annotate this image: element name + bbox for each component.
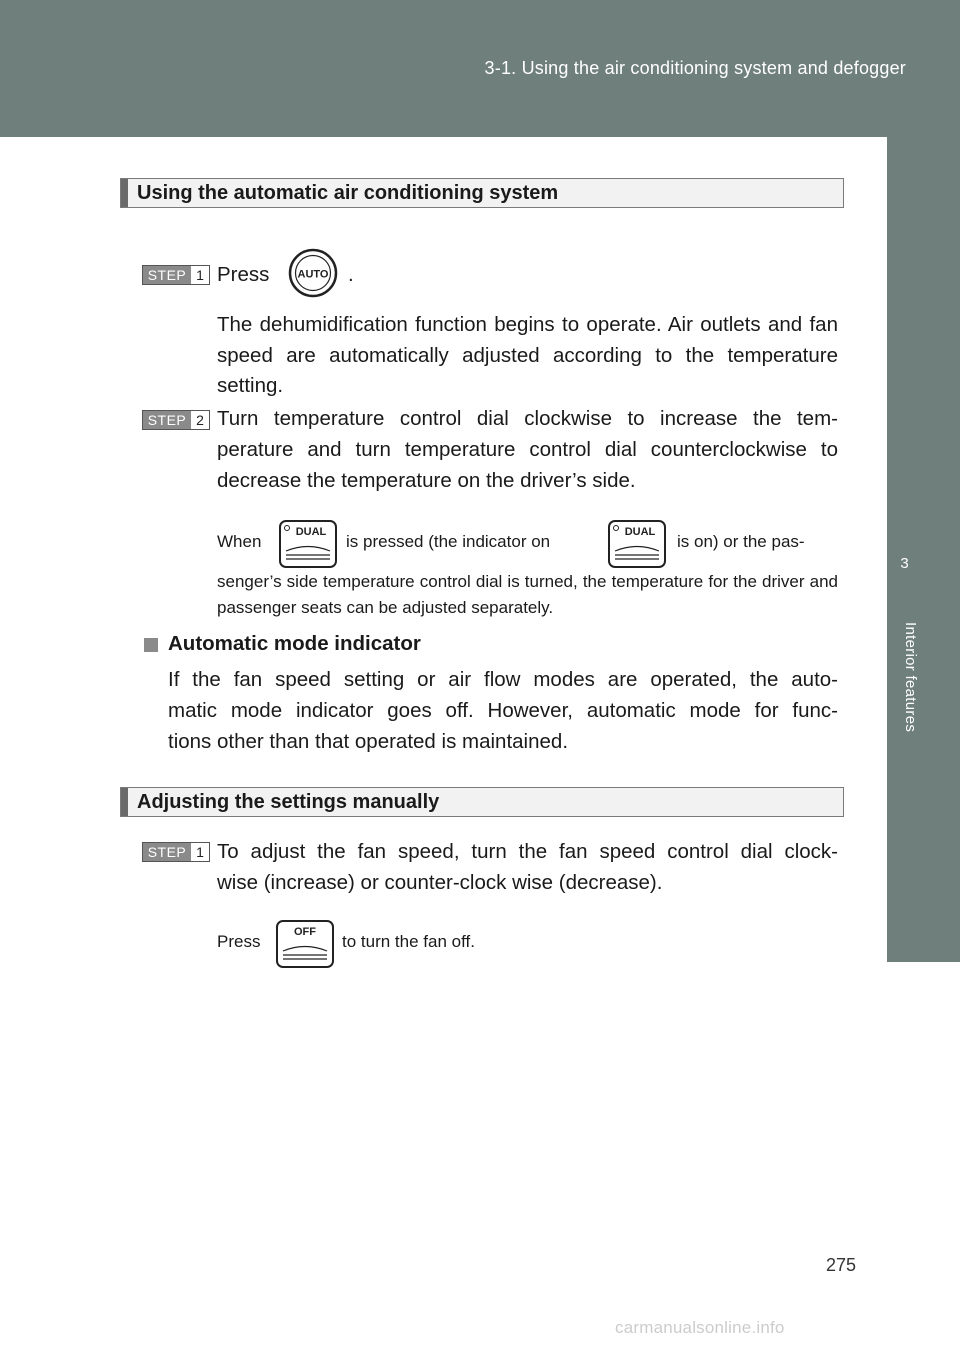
step-1-badge bbox=[142, 265, 210, 285]
subhead-square-icon bbox=[144, 638, 158, 652]
auto-button-label: AUTO bbox=[297, 268, 329, 281]
chapter-number: 3 bbox=[900, 555, 909, 572]
subhead-line-2: matic mode indicator goes off. However, automatic mode for func- bbox=[168, 699, 838, 722]
header-title: 3-1. Using the air conditioning system and defogger bbox=[484, 58, 906, 78]
section-heading-text: Using the automatic air conditioning system bbox=[137, 182, 559, 204]
subhead-line-1: If the fan speed setting or air flow modes are operated, the auto- bbox=[168, 668, 838, 691]
off-button-label: OFF bbox=[294, 926, 316, 938]
step-1-description: The dehumidification function begins to operate. Air outlets and fan speed are automatically adjusted according to the temperature setting. bbox=[217, 313, 838, 397]
step-1-press-text: Press bbox=[217, 263, 270, 286]
step-badge-number: 2 bbox=[196, 412, 204, 428]
note-end-text: is on) or the pas- bbox=[677, 532, 805, 551]
subhead-line-3: tions other than that operated is maintained. bbox=[168, 730, 569, 753]
off-note-end-text: to turn the fan off. bbox=[342, 932, 475, 951]
step-2-line-1: Turn temperature control dial clockwise to increase the tem- bbox=[217, 407, 838, 430]
step-2-line-2: perature and turn temperature control dial counterclockwise to bbox=[217, 438, 838, 461]
dual-button-icon bbox=[278, 519, 338, 569]
step-badge-label: STEP bbox=[143, 411, 191, 429]
section-heading-text: Adjusting the settings manually bbox=[137, 791, 440, 813]
step-badge-label: STEP bbox=[143, 266, 191, 284]
step-badge-label: STEP bbox=[143, 843, 191, 861]
watermark: carmanualsonline.info bbox=[615, 1318, 785, 1337]
section-heading-bar bbox=[121, 788, 128, 816]
page-number: 275 bbox=[826, 1255, 857, 1275]
note-when-text: When bbox=[217, 532, 262, 551]
note-middle-text: is pressed (the indicator on bbox=[346, 532, 551, 551]
off-button-icon bbox=[275, 919, 335, 969]
subhead-title: Automatic mode indicator bbox=[168, 632, 421, 655]
section-heading-bar bbox=[121, 179, 128, 207]
manual-step-1-line-1: To adjust the fan speed, turn the fan speed control dial clock- bbox=[217, 840, 838, 863]
step-2-line-3: decrease the temperature on the driver’s side. bbox=[217, 469, 636, 492]
step-2-badge bbox=[142, 410, 210, 430]
dual-button-label: DUAL bbox=[295, 526, 327, 538]
manual-step-1-badge bbox=[142, 842, 210, 862]
manual-step-1-line-2: wise (increase) or counter-clock wise (decrease). bbox=[217, 871, 663, 894]
section-heading-manual bbox=[120, 787, 844, 817]
step-badge-number: 1 bbox=[196, 267, 204, 283]
chapter-side-tab bbox=[887, 137, 960, 962]
note-rest-text: senger’s side temperature control dial is turned, the temperature for the driver and passenger seats can be adjusted separately. bbox=[217, 572, 838, 617]
chapter-label: Interior features bbox=[902, 622, 919, 733]
step-badge-number: 1 bbox=[196, 844, 204, 860]
dual-button-label: DUAL bbox=[624, 526, 656, 538]
auto-button-icon bbox=[288, 248, 338, 298]
step-1-period: . bbox=[348, 263, 354, 286]
dual-button-icon bbox=[607, 519, 667, 569]
section-heading-automatic bbox=[120, 178, 844, 208]
off-note-press-text: Press bbox=[217, 932, 261, 951]
